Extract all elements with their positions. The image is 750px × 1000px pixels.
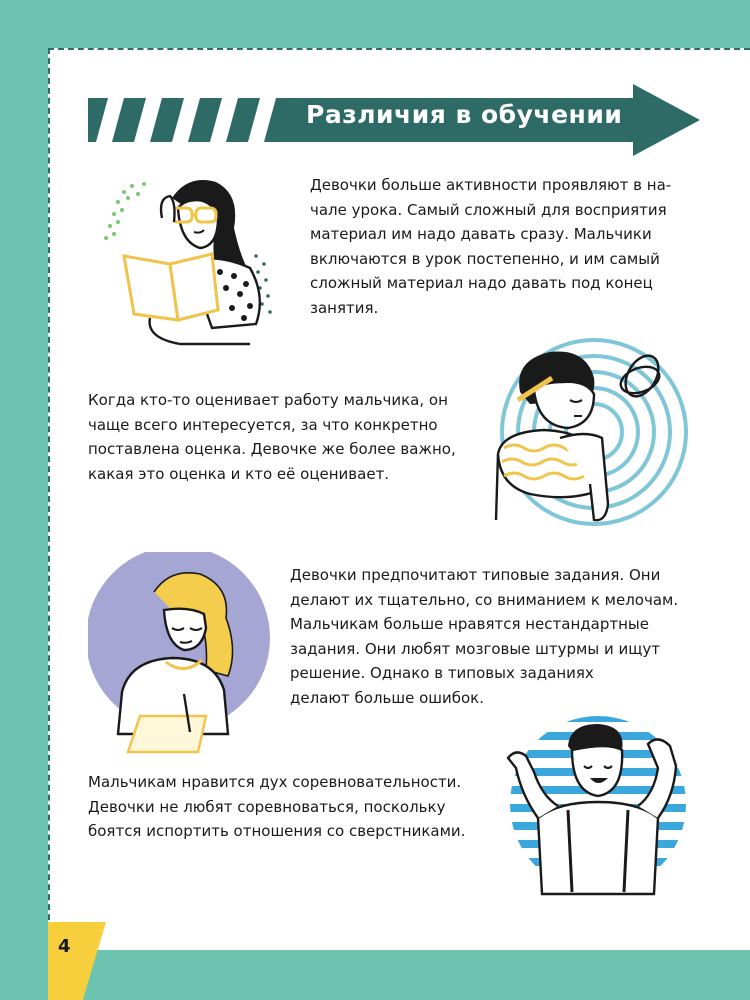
text-line: Девочки не любят соревноваться, поскольку — [88, 797, 446, 816]
text-line: боятся испортить отношения со сверстниками. — [88, 822, 466, 840]
paragraph-3 — [290, 563, 678, 710]
text-line: чаще всего интересуется, за что конкретно — [88, 415, 438, 434]
text-line: материал им надо давать сразу. Мальчики — [310, 225, 652, 243]
text-line: Девочки предпочитают типовые задания. Они — [290, 566, 661, 584]
paragraph-2 — [88, 388, 456, 486]
text-line: решение. Однако в типовых заданиях — [290, 664, 594, 682]
text-line: сложный материал надо давать под конец — [310, 274, 653, 292]
text-line: делают их тщательно, со вниманием к мелочам. — [290, 590, 679, 609]
page-number: 4 — [58, 936, 71, 957]
paragraph-1 — [310, 173, 671, 320]
girl-reading-book-icon — [100, 168, 280, 346]
bottom-band — [0, 950, 750, 1000]
page-title: Различия в обучении — [306, 100, 623, 129]
text-line: какая это оценка и кто её оценивает. — [88, 464, 390, 483]
text-line: занятия. — [310, 298, 379, 317]
girl-writing-icon — [88, 552, 278, 762]
text-line: Мальчикам больше нравятся нестандартные — [290, 615, 649, 633]
cheering-boy-icon — [498, 706, 698, 896]
text-line: делают больше ошибок. — [290, 688, 484, 707]
text-line: включаются в урок постепенно, и им самый — [310, 249, 660, 268]
text-line: задания. Они любят мозговые штурмы и ищут — [290, 639, 660, 658]
text-line: Когда кто-то оценивает работу мальчика, он — [88, 391, 448, 409]
text-line: Мальчикам нравится дух соревновательности. — [88, 773, 462, 791]
text-line: Девочки больше активности проявляют в на- — [310, 176, 672, 194]
paragraph-4 — [88, 770, 465, 844]
text-line: поставлена оценка. Девочке же более важно, — [88, 440, 456, 458]
thinking-boy-icon — [490, 334, 690, 534]
text-line: чале урока. Самый сложный для восприятия — [310, 200, 667, 219]
